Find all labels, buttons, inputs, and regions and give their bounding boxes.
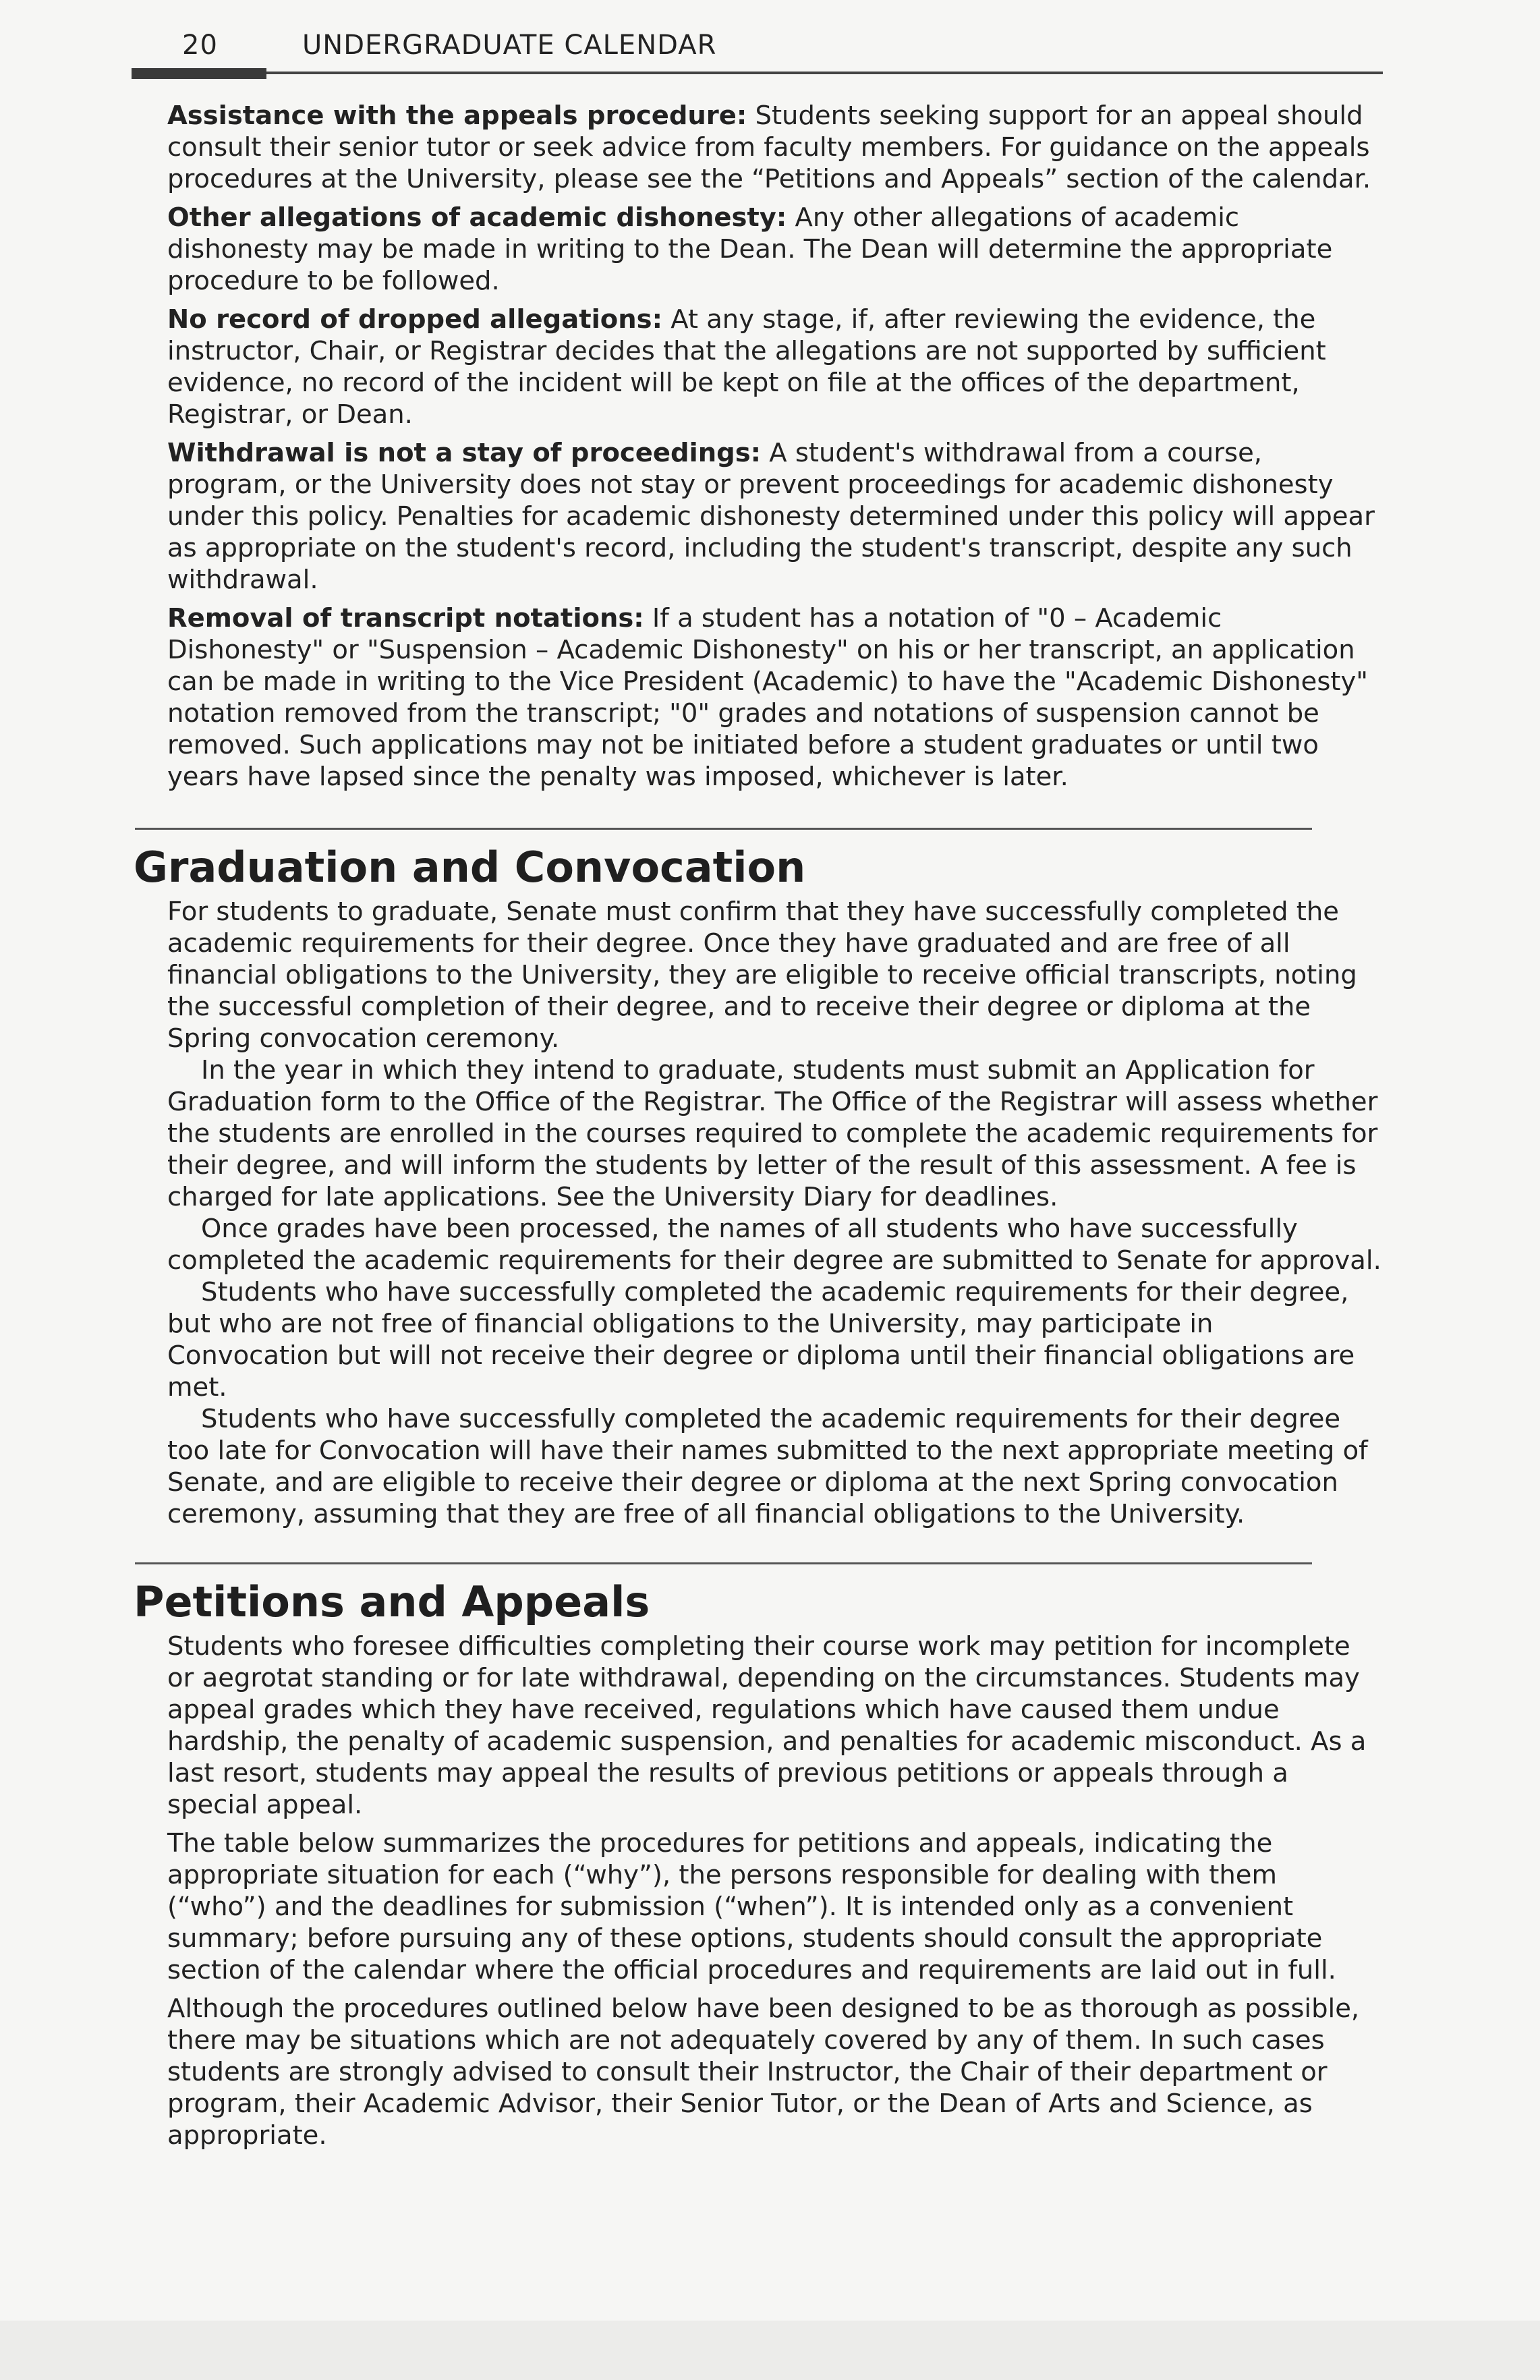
paragraph-text: Students seeking support for an appeal should consult their senior tutor or seek advice from faculty members. For guidance on the appeals procedures at the University, please see the “Petitions and Appeals” section of the calendar. (167, 101, 1371, 194)
petitions-paragraph: The table below summarizes the procedures for petitions and appeals, indicating the appropriate situation for each (“why”), the persons responsible for dealing with them (“who”) and the deadlines for submission (“when”). It is intended only as a convenient summary; before pursuing any of these options, students should consult the appropriate section of the calendar where the official procedures and requirements are laid out in full. (167, 1828, 1336, 1985)
page-bottom-shade (0, 2321, 1540, 2380)
paragraph-lead: No record of dropped allegations: (167, 304, 662, 335)
paragraph-text: If a student has a notation of "0 – Academic Dishonesty" or "Suspension – Academic Dishonesty" on his or her transcript, an application can be made in writing to the Vice President (Academic) to have the "Academic Dishonesty" notation removed from the transcript; "0" grades and notations of suspension cannot be removed. Such applications may not be initiated before a student graduates or until two years have lapsed since the penalty was imposed, whichever is later. (167, 603, 1369, 792)
petitions-paragraph: Although the procedures outlined below have been designed to be as thorough as possible, there may be situations which are not adequately covered by any of them. In such cases students are strongly advised to consult their Instructor, the Chair of their department or program, their Academic Advisor, their Senior Tutor, or the Dean of Arts and Science, as appropriate. (167, 1993, 1360, 2151)
graduation-paragraph: Students who have successfully completed the academic requirements for their degree, but who are not free of financial obligations to the University, may participate in Convocation but will not receive their degree or diploma until their financial obligations are met. (167, 1277, 1355, 1402)
header-tab-marker (132, 68, 266, 79)
paragraph-withdrawal (167, 437, 1381, 596)
paragraph-text: A student's withdrawal from a course, program, or the University does not stay or prevent proceedings for academic dishonesty under this policy. Penalties for academic dishonesty determined under this policy will appear as appropriate on the student's record, including the student's transcript, despite any such withdrawal. (167, 438, 1375, 595)
paragraph-lead: Withdrawal is not a stay of proceedings: (167, 438, 762, 468)
graduation-paragraph: Students who have successfully completed the academic requirements for their degree too late for Convocation will have their names submitted to the next appropriate meeting of Senate, and are eligible to receive their degree or diploma at the next Spring convocation ceremony, assuming that they are free of all financial obligations to the University. (167, 1404, 1368, 1529)
page-content (134, 100, 1381, 2158)
paragraph-lead: Removal of transcript notations: (167, 603, 644, 633)
section-title-petitions: Petitions and Appeals (134, 1577, 650, 1626)
paragraph-lead: Other allegations of academic dishonesty: (167, 202, 787, 233)
paragraph-lead: Assistance with the appeals procedure: (167, 101, 747, 131)
page-header (182, 26, 1383, 73)
paragraph-text: At any stage, if, after reviewing the evidence, the instructor, Chair, or Registrar decides that the allegations are not supported by sufficient evidence, no record of the incident will be kept on file at the offices of the department, Registrar, or Dean. (167, 304, 1326, 430)
paragraph-text: Any other allegations of academic dishonesty may be made in writing to the Dean. The Dean will determine the appropriate procedure to be followed. (167, 202, 1333, 296)
section-divider (135, 1562, 1312, 1564)
running-title: UNDERGRADUATE CALENDAR (302, 30, 717, 61)
paragraph-no-record (167, 304, 1381, 430)
petitions-paragraph: Students who foresee difficulties completing their course work may petition for incomplete or aegrotat standing or for late withdrawal, depending on the circumstances. Students may appeal grades which they have received, regulations which have caused them undue hardship, the penalty of academic suspension, and penalties for academic misconduct. As a last resort, students may appeal the results of previous petitions or appeals through a special appeal. (167, 1631, 1367, 1820)
graduation-paragraph: Once grades have been processed, the names of all students who have successfully completed the academic requirements for their degree are submitted to Senate for approval. (167, 1214, 1381, 1276)
paragraph-other-allegations (167, 202, 1381, 297)
section-title-graduation: Graduation and Convocation (134, 843, 806, 892)
paragraph-transcript-removal (167, 602, 1381, 793)
paragraph-appeals-assistance (167, 100, 1381, 195)
graduation-paragraph: For students to graduate, Senate must confirm that they have successfully completed the academic requirements for their degree. Once they have graduated and are free of all financial obligations to the University, they are eligible to receive official transcripts, noting the successful completion of their degree, and to receive their degree or diploma at the Spring convocation ceremony. (167, 897, 1357, 1054)
graduation-paragraph: In the year in which they intend to graduate, students must submit an Application for Graduation form to the Office of the Registrar. The Office of the Registrar will assess whether the students are enrolled in the courses required to complete the academic requirements for their degree, and will inform the students by letter of the result of this assessment. A fee is charged for late applications. See the University Diary for deadlines. (167, 1055, 1378, 1212)
page-number: 20 (182, 30, 218, 61)
header-rule (132, 72, 1383, 74)
section-divider (135, 828, 1312, 830)
